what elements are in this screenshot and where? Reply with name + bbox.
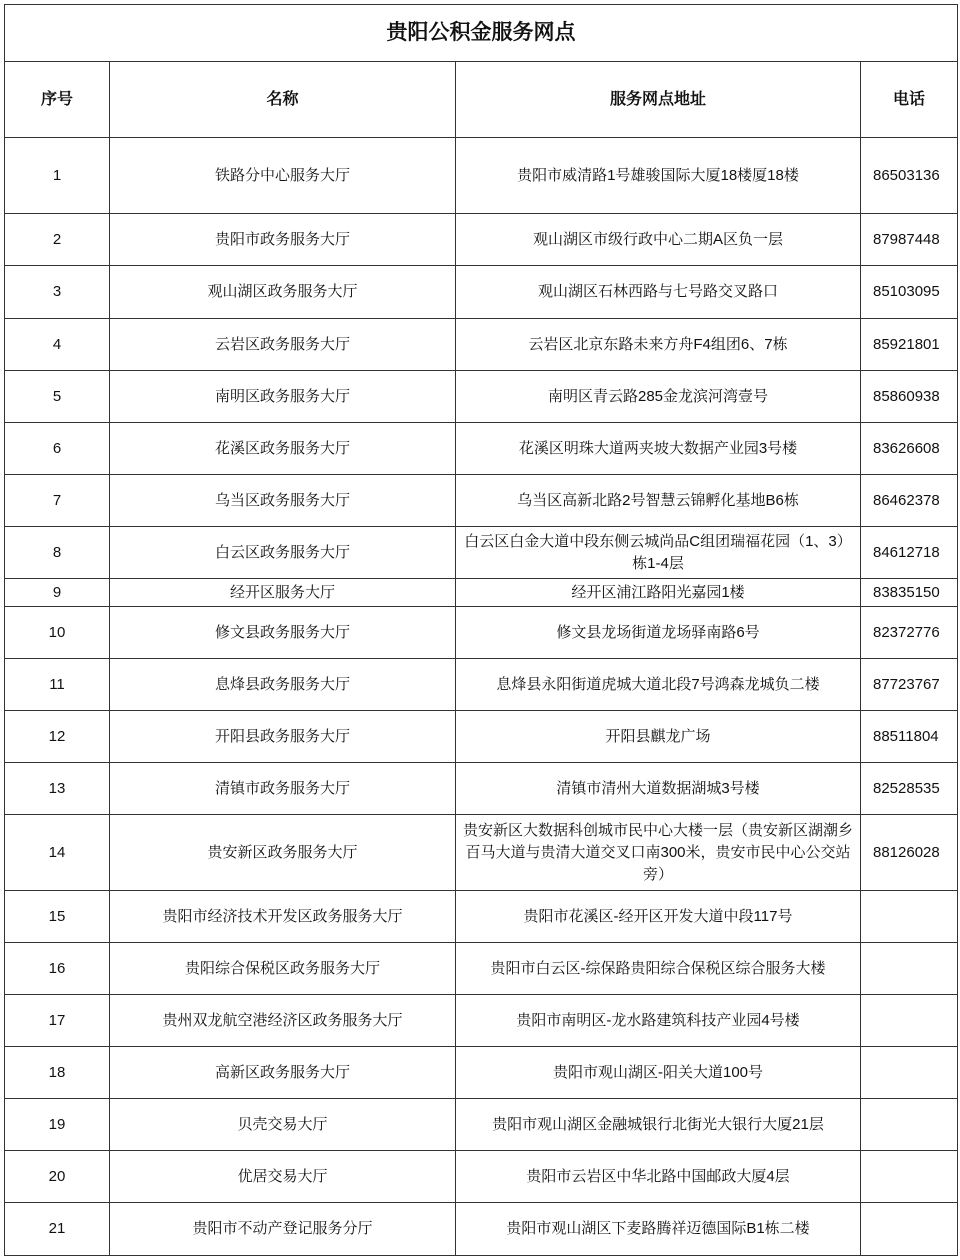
row-address: 贵阳市观山湖区-阳关大道100号 [456, 1047, 861, 1099]
row-name: 白云区政务服务大厅 [110, 527, 456, 579]
table-row [5, 891, 958, 943]
row-address: 贵阳市白云区-综保路贵阳综合保税区综合服务大楼 [456, 943, 861, 995]
row-address: 白云区白金大道中段东侧云城尚品C组团瑞福花园（1、3）栋1-4层 [456, 527, 861, 579]
table-row [5, 1099, 958, 1151]
table-row [5, 607, 958, 659]
row-phone: 87723767 [861, 659, 958, 711]
row-name: 铁路分中心服务大厅 [110, 138, 456, 214]
row-name: 清镇市政务服务大厅 [110, 763, 456, 815]
table-row [5, 995, 958, 1047]
row-name: 经开区服务大厅 [110, 579, 456, 607]
row-name: 贝壳交易大厅 [110, 1099, 456, 1151]
table-row [5, 138, 958, 214]
header-phone: 电话 [861, 62, 958, 138]
row-address: 开阳县麒龙广场 [456, 711, 861, 763]
row-phone: 86462378 [861, 475, 958, 527]
row-phone: 85103095 [861, 266, 958, 319]
row-name: 贵安新区政务服务大厅 [110, 815, 456, 891]
row-address: 经开区浦江路阳光嘉园1楼 [456, 579, 861, 607]
row-index: 2 [5, 214, 110, 266]
table-row [5, 371, 958, 423]
row-address: 贵阳市南明区-龙水路建筑科技产业园4号楼 [456, 995, 861, 1047]
row-name: 修文县政务服务大厅 [110, 607, 456, 659]
row-index: 8 [5, 527, 110, 579]
row-index: 6 [5, 423, 110, 475]
row-index: 7 [5, 475, 110, 527]
row-address: 花溪区明珠大道两夹坡大数据产业园3号楼 [456, 423, 861, 475]
table-row [5, 214, 958, 266]
table-row [5, 579, 958, 607]
row-index: 1 [5, 138, 110, 214]
row-name: 贵阳市政务服务大厅 [110, 214, 456, 266]
row-phone [861, 943, 958, 995]
row-address: 贵阳市观山湖区金融城银行北街光大银行大厦21层 [456, 1099, 861, 1151]
row-address: 贵阳市观山湖区下麦路腾祥迈德国际B1栋二楼 [456, 1203, 861, 1256]
row-phone [861, 1099, 958, 1151]
row-index: 12 [5, 711, 110, 763]
row-phone [861, 1047, 958, 1099]
row-phone: 86503136 [861, 138, 958, 214]
row-name: 开阳县政务服务大厅 [110, 711, 456, 763]
row-name: 优居交易大厅 [110, 1151, 456, 1203]
row-phone [861, 891, 958, 943]
row-name: 贵阳市不动产登记服务分厅 [110, 1203, 456, 1256]
row-phone: 83626608 [861, 423, 958, 475]
row-index: 4 [5, 319, 110, 371]
row-name: 息烽县政务服务大厅 [110, 659, 456, 711]
row-address: 乌当区高新北路2号智慧云锦孵化基地B6栋 [456, 475, 861, 527]
row-address: 贵阳市威清路1号雄骏国际大厦18楼厦18楼 [456, 138, 861, 214]
row-address: 观山湖区石林西路与七号路交叉路口 [456, 266, 861, 319]
table-row [5, 1047, 958, 1099]
row-name: 南明区政务服务大厅 [110, 371, 456, 423]
row-index: 14 [5, 815, 110, 891]
row-name: 云岩区政务服务大厅 [110, 319, 456, 371]
row-address: 修文县龙场街道龙场驿南路6号 [456, 607, 861, 659]
table-row [5, 1203, 958, 1256]
table-row [5, 266, 958, 319]
table-row [5, 815, 958, 891]
row-index: 10 [5, 607, 110, 659]
row-address: 贵阳市云岩区中华北路中国邮政大厦4层 [456, 1151, 861, 1203]
row-address: 南明区青云路285金龙滨河湾壹号 [456, 371, 861, 423]
row-phone: 83835150 [861, 579, 958, 607]
table-title: 贵阳公积金服务网点 [5, 5, 958, 62]
row-index: 20 [5, 1151, 110, 1203]
table-row [5, 659, 958, 711]
row-index: 16 [5, 943, 110, 995]
row-index: 21 [5, 1203, 110, 1256]
row-phone: 88511804 [861, 711, 958, 763]
row-phone: 82528535 [861, 763, 958, 815]
row-index: 15 [5, 891, 110, 943]
row-name: 乌当区政务服务大厅 [110, 475, 456, 527]
row-name: 贵阳市经济技术开发区政务服务大厅 [110, 891, 456, 943]
table-row [5, 943, 958, 995]
row-phone: 82372776 [861, 607, 958, 659]
table-row [5, 711, 958, 763]
row-address: 云岩区北京东路未来方舟F4组团6、7栋 [456, 319, 861, 371]
row-index: 9 [5, 579, 110, 607]
table-row [5, 475, 958, 527]
row-address: 贵安新区大数据科创城市民中心大楼一层（贵安新区湖潮乡百马大道与贵清大道交叉口南300米，贵安市民中心公交站旁） [456, 815, 861, 891]
row-index: 19 [5, 1099, 110, 1151]
row-phone: 85860938 [861, 371, 958, 423]
row-name: 观山湖区政务服务大厅 [110, 266, 456, 319]
header-index: 序号 [5, 62, 110, 138]
table-row [5, 423, 958, 475]
row-index: 13 [5, 763, 110, 815]
row-phone: 84612718 [861, 527, 958, 579]
row-index: 3 [5, 266, 110, 319]
row-address: 贵阳市花溪区-经开区开发大道中段117号 [456, 891, 861, 943]
table-row [5, 763, 958, 815]
row-address: 息烽县永阳街道虎城大道北段7号鸿森龙城负二楼 [456, 659, 861, 711]
table-row [5, 1151, 958, 1203]
row-phone [861, 995, 958, 1047]
service-points-table [4, 4, 958, 1256]
row-phone: 87987448 [861, 214, 958, 266]
row-name: 贵州双龙航空港经济区政务服务大厅 [110, 995, 456, 1047]
row-name: 花溪区政务服务大厅 [110, 423, 456, 475]
row-index: 11 [5, 659, 110, 711]
row-address: 清镇市清州大道数据湖城3号楼 [456, 763, 861, 815]
row-index: 18 [5, 1047, 110, 1099]
table-row [5, 319, 958, 371]
row-index: 17 [5, 995, 110, 1047]
header-address: 服务网点地址 [456, 62, 861, 138]
row-phone [861, 1151, 958, 1203]
row-phone [861, 1203, 958, 1256]
row-phone: 85921801 [861, 319, 958, 371]
table-row [5, 527, 958, 579]
header-name: 名称 [110, 62, 456, 138]
row-phone: 88126028 [861, 815, 958, 891]
row-name: 贵阳综合保税区政务服务大厅 [110, 943, 456, 995]
row-address: 观山湖区市级行政中心二期A区负一层 [456, 214, 861, 266]
row-index: 5 [5, 371, 110, 423]
row-name: 高新区政务服务大厅 [110, 1047, 456, 1099]
